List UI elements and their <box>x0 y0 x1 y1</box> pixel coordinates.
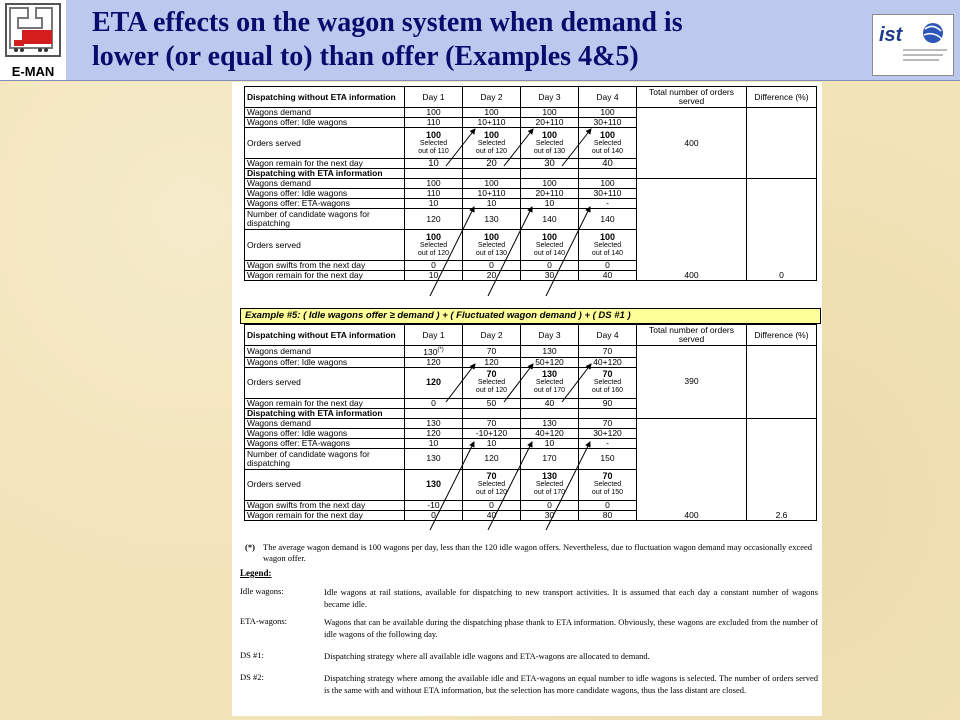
header-cell: Difference (%) <box>747 325 817 346</box>
table-cell: 0 <box>405 261 463 271</box>
table-cell: 10 <box>521 438 579 448</box>
row-label: Orders served <box>245 230 405 261</box>
footnote-marker: (*) <box>437 347 444 353</box>
row-label: Wagons offer: ETA-wagons <box>245 438 405 448</box>
table-cell: 120 <box>405 209 463 230</box>
difference-cell <box>747 346 817 419</box>
table-cell: 0 <box>405 398 463 408</box>
orders-value: 100 <box>599 129 616 140</box>
orders-cell <box>463 469 521 500</box>
table-row <box>245 179 817 189</box>
footnote-text: The average wagon demand is 100 wagons per day, less than the 120 idle wagon offers. Nevertheless, due to fluctuation wagon demand may occasionally exceed wagon offer. <box>263 542 813 563</box>
table-row <box>245 346 817 358</box>
orders-out-of: out of 170 <box>533 387 566 395</box>
orders-selected: Selected <box>477 481 506 489</box>
row-label: Wagons demand <box>245 418 405 428</box>
orders-out-of: out of 170 <box>533 489 566 497</box>
orders-out-of: out of 120 <box>475 147 508 155</box>
total-orders-cell: 390 <box>637 346 747 419</box>
total-orders-cell: 400 <box>637 108 747 179</box>
orders-value: 70 <box>486 369 497 380</box>
orders-selected: Selected <box>593 379 622 387</box>
orders-cell <box>405 230 463 261</box>
table-cell: 170 <box>521 448 579 469</box>
row-label: Orders served <box>245 128 405 159</box>
row-label: Wagons offer: Idle wagons <box>245 118 405 128</box>
header-cell: Total number of orders served <box>637 87 747 108</box>
orders-out-of: out of 130 <box>475 249 508 257</box>
table-cell: 40 <box>463 510 521 520</box>
orders-cell <box>521 128 579 159</box>
table-cell: 130 <box>521 418 579 428</box>
table-cell: - <box>579 199 637 209</box>
table-cell: 10 <box>405 199 463 209</box>
table-cell: 100 <box>521 179 579 189</box>
orders-cell <box>579 469 637 500</box>
row-label: Wagons offer: Idle wagons <box>245 357 405 367</box>
table-cell: 80 <box>579 510 637 520</box>
table-cell: 100 <box>521 108 579 118</box>
legend-title: Legend: <box>240 568 272 578</box>
table-cell: 0 <box>579 261 637 271</box>
orders-value: 100 <box>599 231 616 242</box>
orders-value: 70 <box>486 471 497 482</box>
table-row <box>245 418 817 428</box>
table-cell: 50 <box>463 398 521 408</box>
total-orders-cell: 400 <box>637 179 747 281</box>
eman-logo <box>0 0 66 80</box>
orders-selected: Selected <box>419 241 448 249</box>
page-title <box>92 6 882 74</box>
table-cell <box>405 346 463 358</box>
header-cell: Day 4 <box>579 87 637 108</box>
table-cell: 130 <box>405 448 463 469</box>
orders-value: 130 <box>425 479 442 490</box>
table-cell: 20+110 <box>521 118 579 128</box>
orders-value: 100 <box>425 129 442 140</box>
header-cell: Dispatching without ETA information <box>245 87 405 108</box>
orders-value: 130 <box>541 369 558 380</box>
orders-out-of: out of 140 <box>533 249 566 257</box>
orders-cell <box>405 469 463 500</box>
row-label: Wagons demand <box>245 108 405 118</box>
row-label: Wagon remain for the next day <box>245 510 405 520</box>
table-cell: 10 <box>521 199 579 209</box>
row-label: Orders served <box>245 469 405 500</box>
table-cell: 100 <box>405 108 463 118</box>
eman-logo-text: E-MAN <box>11 64 55 79</box>
header-cell: Day 3 <box>521 87 579 108</box>
table-cell: 120 <box>463 448 521 469</box>
table-cell: 10 <box>463 199 521 209</box>
difference-cell <box>747 108 817 179</box>
orders-value: 100 <box>541 129 558 140</box>
legend-key: Idle wagons: <box>240 586 284 596</box>
header-cell: Day 3 <box>521 325 579 346</box>
table-cell: 100 <box>579 108 637 118</box>
table-cell: 120 <box>405 428 463 438</box>
orders-selected: Selected <box>535 379 564 387</box>
orders-cell <box>405 128 463 159</box>
table-cell: 10+110 <box>463 118 521 128</box>
table-cell: 30 <box>521 510 579 520</box>
row-label: Wagons offer: Idle wagons <box>245 189 405 199</box>
header-cell: Day 1 <box>405 325 463 346</box>
table-header-row <box>245 325 817 346</box>
table-cell: 10 <box>405 159 463 169</box>
orders-cell <box>463 230 521 261</box>
orders-value: 100 <box>425 231 442 242</box>
header-cell: Difference (%) <box>747 87 817 108</box>
orders-value: 120 <box>425 377 442 388</box>
orders-selected: Selected <box>535 241 564 249</box>
orders-value: 70 <box>602 369 613 380</box>
table-header-row <box>245 87 817 108</box>
table-cell: 70 <box>463 346 521 358</box>
table-cell: 70 <box>579 346 637 358</box>
table-cell: 20+110 <box>521 189 579 199</box>
row-label: Wagon remain for the next day <box>245 398 405 408</box>
table-cell: 100 <box>579 179 637 189</box>
row-label: Number of candidate wagons for dispatching <box>245 448 405 469</box>
header-cell: Dispatching without ETA information <box>245 325 405 346</box>
orders-selected: Selected <box>593 139 622 147</box>
orders-cell <box>463 367 521 398</box>
difference-cell: 0 <box>747 179 817 281</box>
legend-text: Wagons that can be available during the dispatching phase thank to ETA information. Obviously, these wagons are excluded from the number of idle wagons of the following day. <box>324 617 818 639</box>
table-cell: 140 <box>521 209 579 230</box>
orders-selected: Selected <box>593 241 622 249</box>
table-cell: 40 <box>521 398 579 408</box>
orders-cell <box>463 128 521 159</box>
table-cell: -10 <box>405 500 463 510</box>
table-cell: 70 <box>463 418 521 428</box>
table-cell: - <box>579 438 637 448</box>
orders-selected: Selected <box>535 481 564 489</box>
row-label: Wagon remain for the next day <box>245 271 405 281</box>
row-label: Wagon remain for the next day <box>245 159 405 169</box>
legend-text: Dispatching strategy where all available idle wagons and ETA-wagons are allocated to demand. <box>324 651 650 661</box>
title-line-1: ETA effects on the wagon system when demand is <box>92 7 683 38</box>
table-cell: 30+120 <box>579 428 637 438</box>
difference-cell: 2.6 <box>747 418 817 520</box>
orders-out-of: out of 160 <box>591 387 624 395</box>
row-label: Orders served <box>245 367 405 398</box>
table-cell: 120 <box>463 357 521 367</box>
table-cell: 10+110 <box>463 189 521 199</box>
table-cell: 120 <box>405 357 463 367</box>
section-header: Dispatching with ETA information <box>245 169 405 179</box>
orders-cell <box>521 469 579 500</box>
orders-out-of: out of 120 <box>475 489 508 497</box>
orders-value: 130 <box>541 471 558 482</box>
section-header: Dispatching with ETA information <box>245 408 405 418</box>
table-cell: 10 <box>405 438 463 448</box>
table-row <box>245 108 817 118</box>
orders-cell <box>405 367 463 398</box>
header-cell: Total number of orders served <box>637 325 747 346</box>
orders-cell <box>579 128 637 159</box>
orders-out-of: out of 130 <box>533 147 566 155</box>
table-cell: 70 <box>579 418 637 428</box>
table-cell: 40+120 <box>579 357 637 367</box>
orders-selected: Selected <box>535 139 564 147</box>
orders-selected: Selected <box>477 379 506 387</box>
orders-value: 100 <box>483 129 500 140</box>
ist-logo <box>872 14 954 76</box>
demand-value: 130 <box>423 346 438 357</box>
table-cell: 130 <box>463 209 521 230</box>
header-cell: Day 4 <box>579 325 637 346</box>
orders-out-of: out of 110 <box>418 147 449 155</box>
orders-cell <box>579 367 637 398</box>
orders-out-of: out of 140 <box>591 249 624 257</box>
table-cell: 0 <box>579 500 637 510</box>
table-cell: 30+110 <box>579 118 637 128</box>
legend-text: Idle wagons at rail stations, available for dispatching to new transport activities. It is assumed that each day a constant number of wagons became idle. <box>324 587 818 609</box>
table-cell: 30 <box>521 159 579 169</box>
table-cell: 100 <box>463 179 521 189</box>
title-line-2: lower (or equal to) than offer (Examples 4&5) <box>92 41 639 72</box>
table-cell: 130 <box>405 418 463 428</box>
row-label: Wagon swifts from the next day <box>245 261 405 271</box>
row-label: Wagon swifts from the next day <box>245 500 405 510</box>
orders-out-of: out of 120 <box>475 387 508 395</box>
header-cell: Day 1 <box>405 87 463 108</box>
example4-table <box>244 86 817 281</box>
table-cell: 110 <box>405 189 463 199</box>
table-cell: 10 <box>463 438 521 448</box>
orders-cell <box>579 230 637 261</box>
table-cell: 10 <box>405 271 463 281</box>
table-cell: 40+120 <box>521 428 579 438</box>
orders-cell <box>521 367 579 398</box>
orders-out-of: out of 140 <box>591 147 624 155</box>
orders-selected: Selected <box>477 241 506 249</box>
slide-header <box>0 0 960 81</box>
table-cell: 100 <box>463 108 521 118</box>
legend-text: Dispatching strategy where among the available idle and ETA-wagons an equal number to idle wagons is selected. The number of orders served is the same with and without ETA information, but the selection has more candidate wagons, thus the lass distant are closed. <box>324 673 818 695</box>
table-cell: 30+110 <box>579 189 637 199</box>
orders-value: 100 <box>483 231 500 242</box>
orders-out-of: out of 150 <box>591 489 624 497</box>
table-cell: 0 <box>405 510 463 520</box>
table-cell: 140 <box>579 209 637 230</box>
example5-table <box>244 324 817 521</box>
header-cell: Day 2 <box>463 87 521 108</box>
table-cell: 150 <box>579 448 637 469</box>
table-cell: 40 <box>579 159 637 169</box>
legend-key: DS #2: <box>240 672 264 682</box>
row-label: Wagons demand <box>245 179 405 189</box>
table-cell: -10+120 <box>463 428 521 438</box>
orders-selected: Selected <box>593 481 622 489</box>
row-label: Wagons offer: ETA-wagons <box>245 199 405 209</box>
example5-title: Example #5: ( Idle wagons offer ≥ demand ) + ( Fluctuated wagon demand ) + ( DS #1 ) <box>240 308 821 324</box>
table-cell: 130 <box>521 346 579 358</box>
footnote-marker: (*) <box>245 542 255 552</box>
table-cell: 0 <box>521 500 579 510</box>
ist-logo-text: ist <box>879 24 903 46</box>
table-cell: 50+120 <box>521 357 579 367</box>
table-cell: 40 <box>579 271 637 281</box>
table-cell: 90 <box>579 398 637 408</box>
table-cell: 20 <box>463 159 521 169</box>
orders-value: 100 <box>541 231 558 242</box>
row-label: Wagons offer: Idle wagons <box>245 428 405 438</box>
row-label: Number of candidate wagons for dispatching <box>245 209 405 230</box>
orders-cell <box>521 230 579 261</box>
header-cell: Day 2 <box>463 325 521 346</box>
orders-selected: Selected <box>419 139 448 147</box>
table-cell: 0 <box>463 500 521 510</box>
table-cell: 0 <box>521 261 579 271</box>
table-cell: 0 <box>463 261 521 271</box>
table-cell: 30 <box>521 271 579 281</box>
table-cell: 110 <box>405 118 463 128</box>
row-label: Wagons demand <box>245 346 405 358</box>
table-cell: 100 <box>405 179 463 189</box>
total-orders-cell: 400 <box>637 418 747 520</box>
orders-selected: Selected <box>477 139 506 147</box>
legend-key: DS #1: <box>240 650 264 660</box>
table-cell: 20 <box>463 271 521 281</box>
orders-out-of: out of 120 <box>417 249 450 257</box>
orders-value: 70 <box>602 471 613 482</box>
legend-key: ETA-wagons: <box>240 616 288 626</box>
